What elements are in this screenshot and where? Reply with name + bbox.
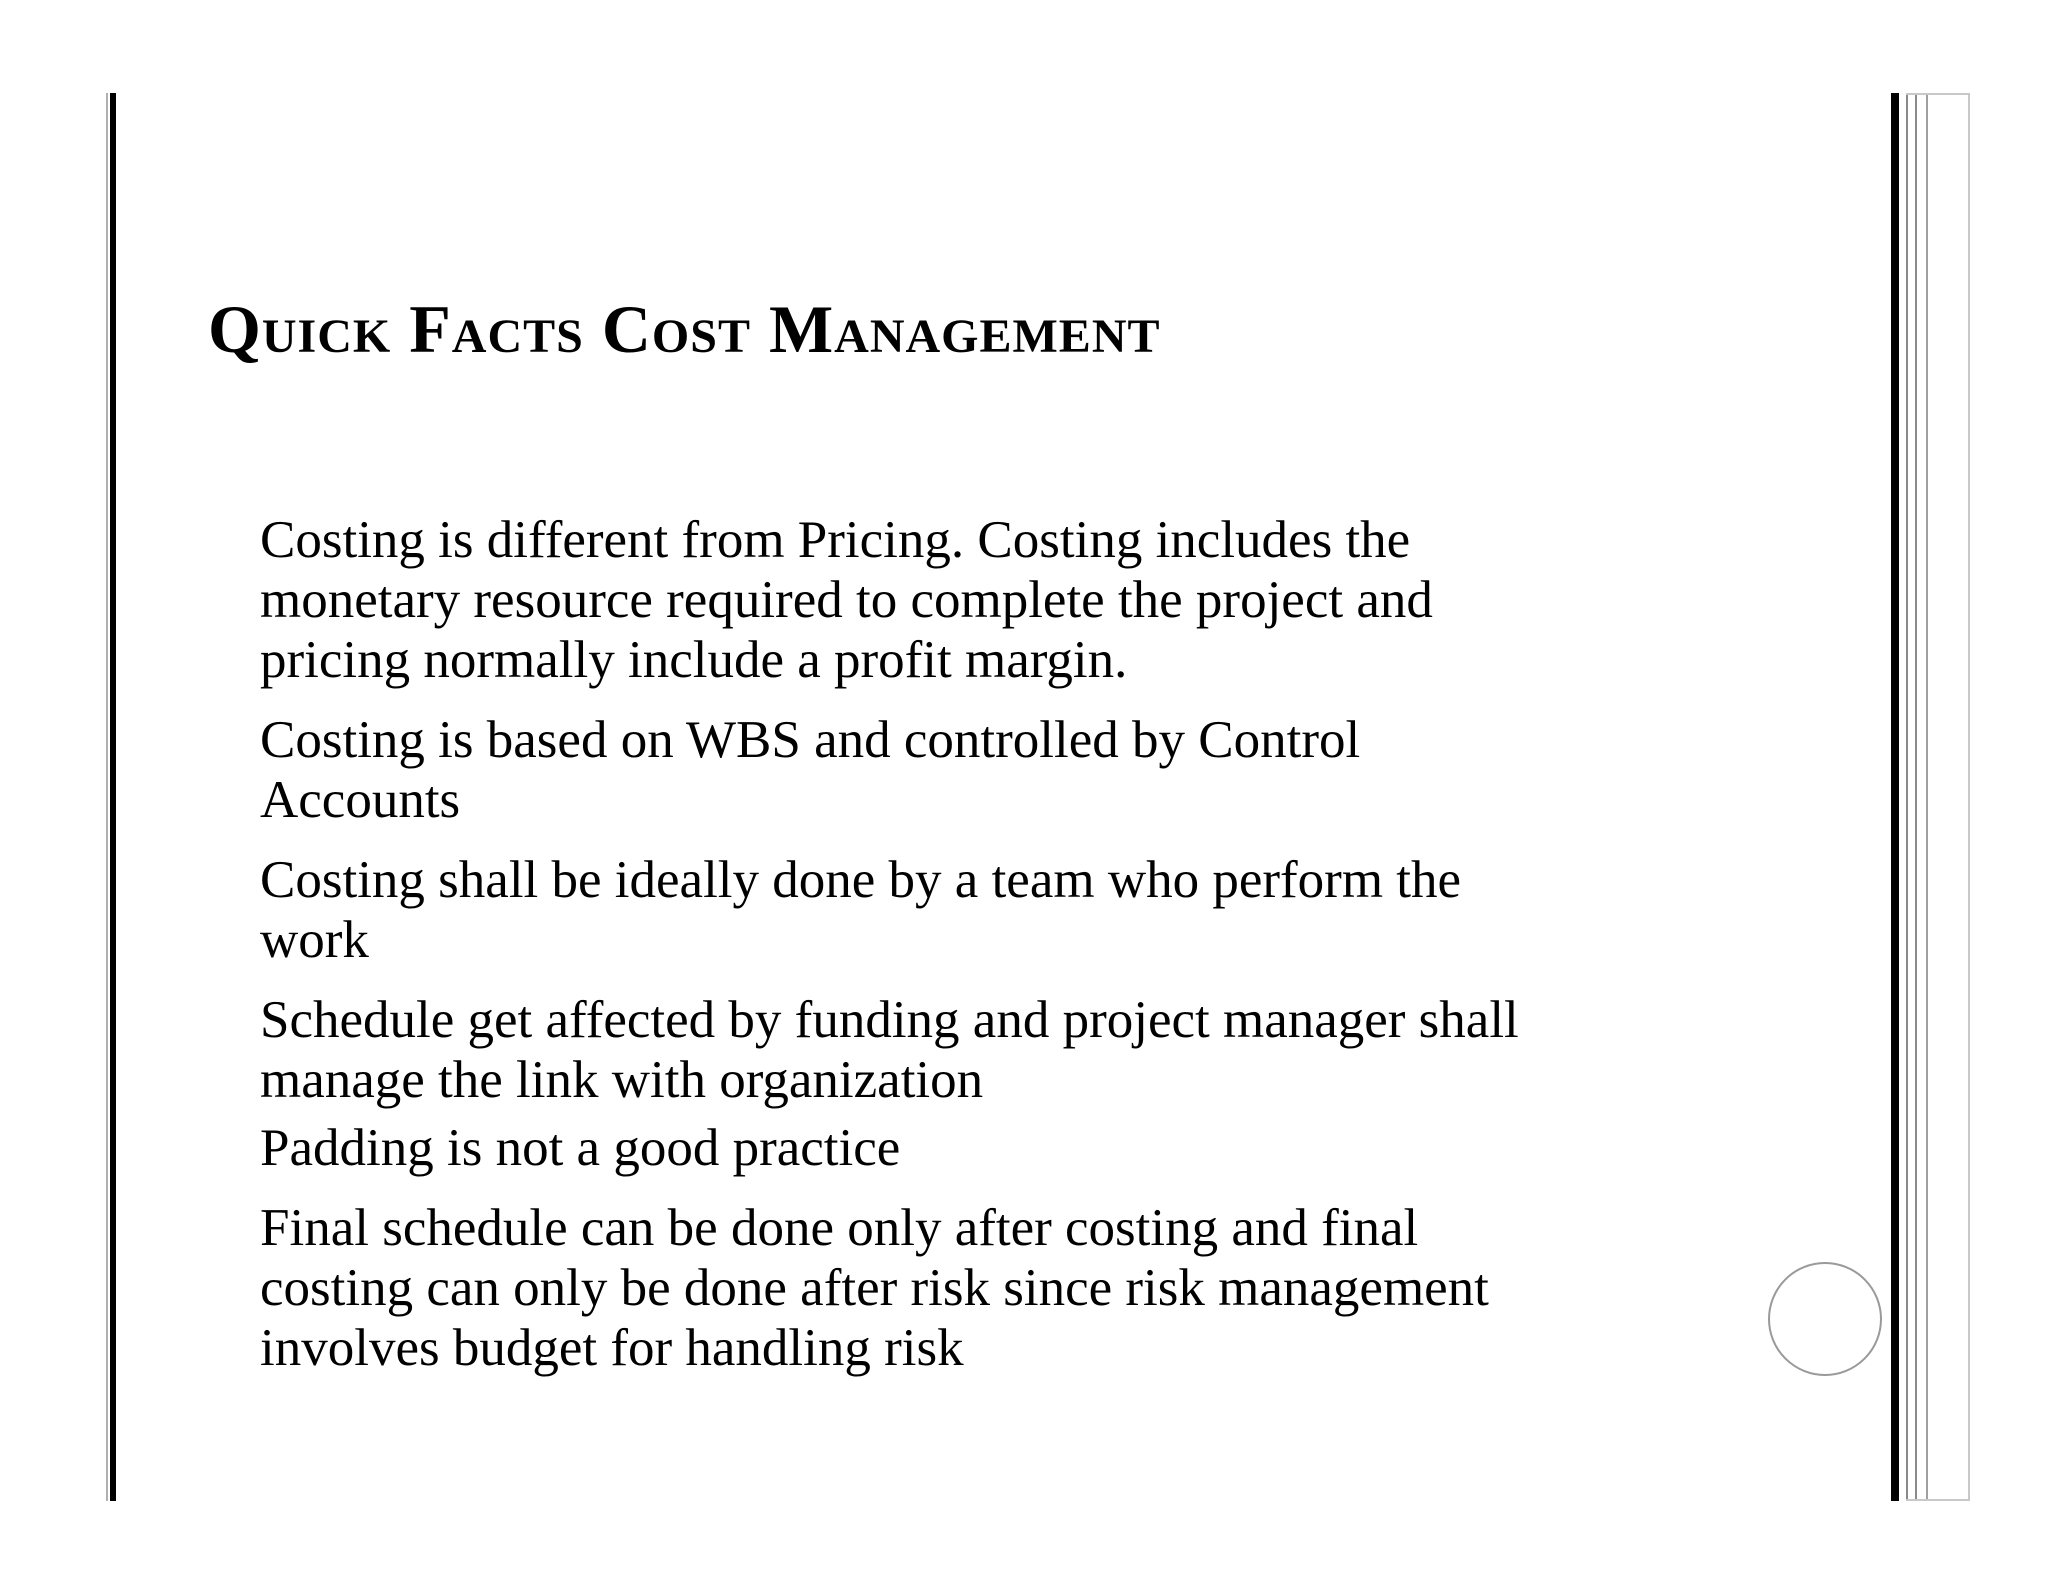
right-frame-thick-line	[1891, 93, 1899, 1501]
bullet-item: Costing is based on WBS and controlled by Control Accounts	[260, 711, 1361, 829]
bullet-item: Costing shall be ideally done by a team who perform the work	[260, 851, 1462, 969]
bullet-item: Padding is not a good practice	[260, 1119, 901, 1177]
right-frame-bottom-edge	[1906, 1499, 1970, 1501]
right-frame-top-edge	[1906, 93, 1970, 95]
bullet-item: Schedule get affected by funding and project manager shall manage the link with organization	[260, 991, 1519, 1109]
right-frame-thin-line	[1906, 93, 1908, 1501]
right-frame-thin-line	[1968, 93, 1970, 1501]
right-frame-thin-line	[1915, 93, 1917, 1501]
slide-title: Quick Facts Cost Management	[208, 291, 1161, 367]
bullet-list	[260, 510, 1560, 1398]
left-frame-thick-line	[110, 93, 116, 1501]
bullet-item: Final schedule can be done only after costing and final costing can only be done after risk since risk management involves budget for handling risk	[260, 1199, 1489, 1377]
decorative-circle	[1768, 1262, 1882, 1376]
left-frame-thin-line	[106, 93, 108, 1501]
right-frame-thin-line	[1926, 93, 1928, 1501]
bullet-item: Costing is different from Pricing. Costing includes the monetary resource required to complete the project and pricing normally include a profit margin.	[260, 511, 1433, 689]
